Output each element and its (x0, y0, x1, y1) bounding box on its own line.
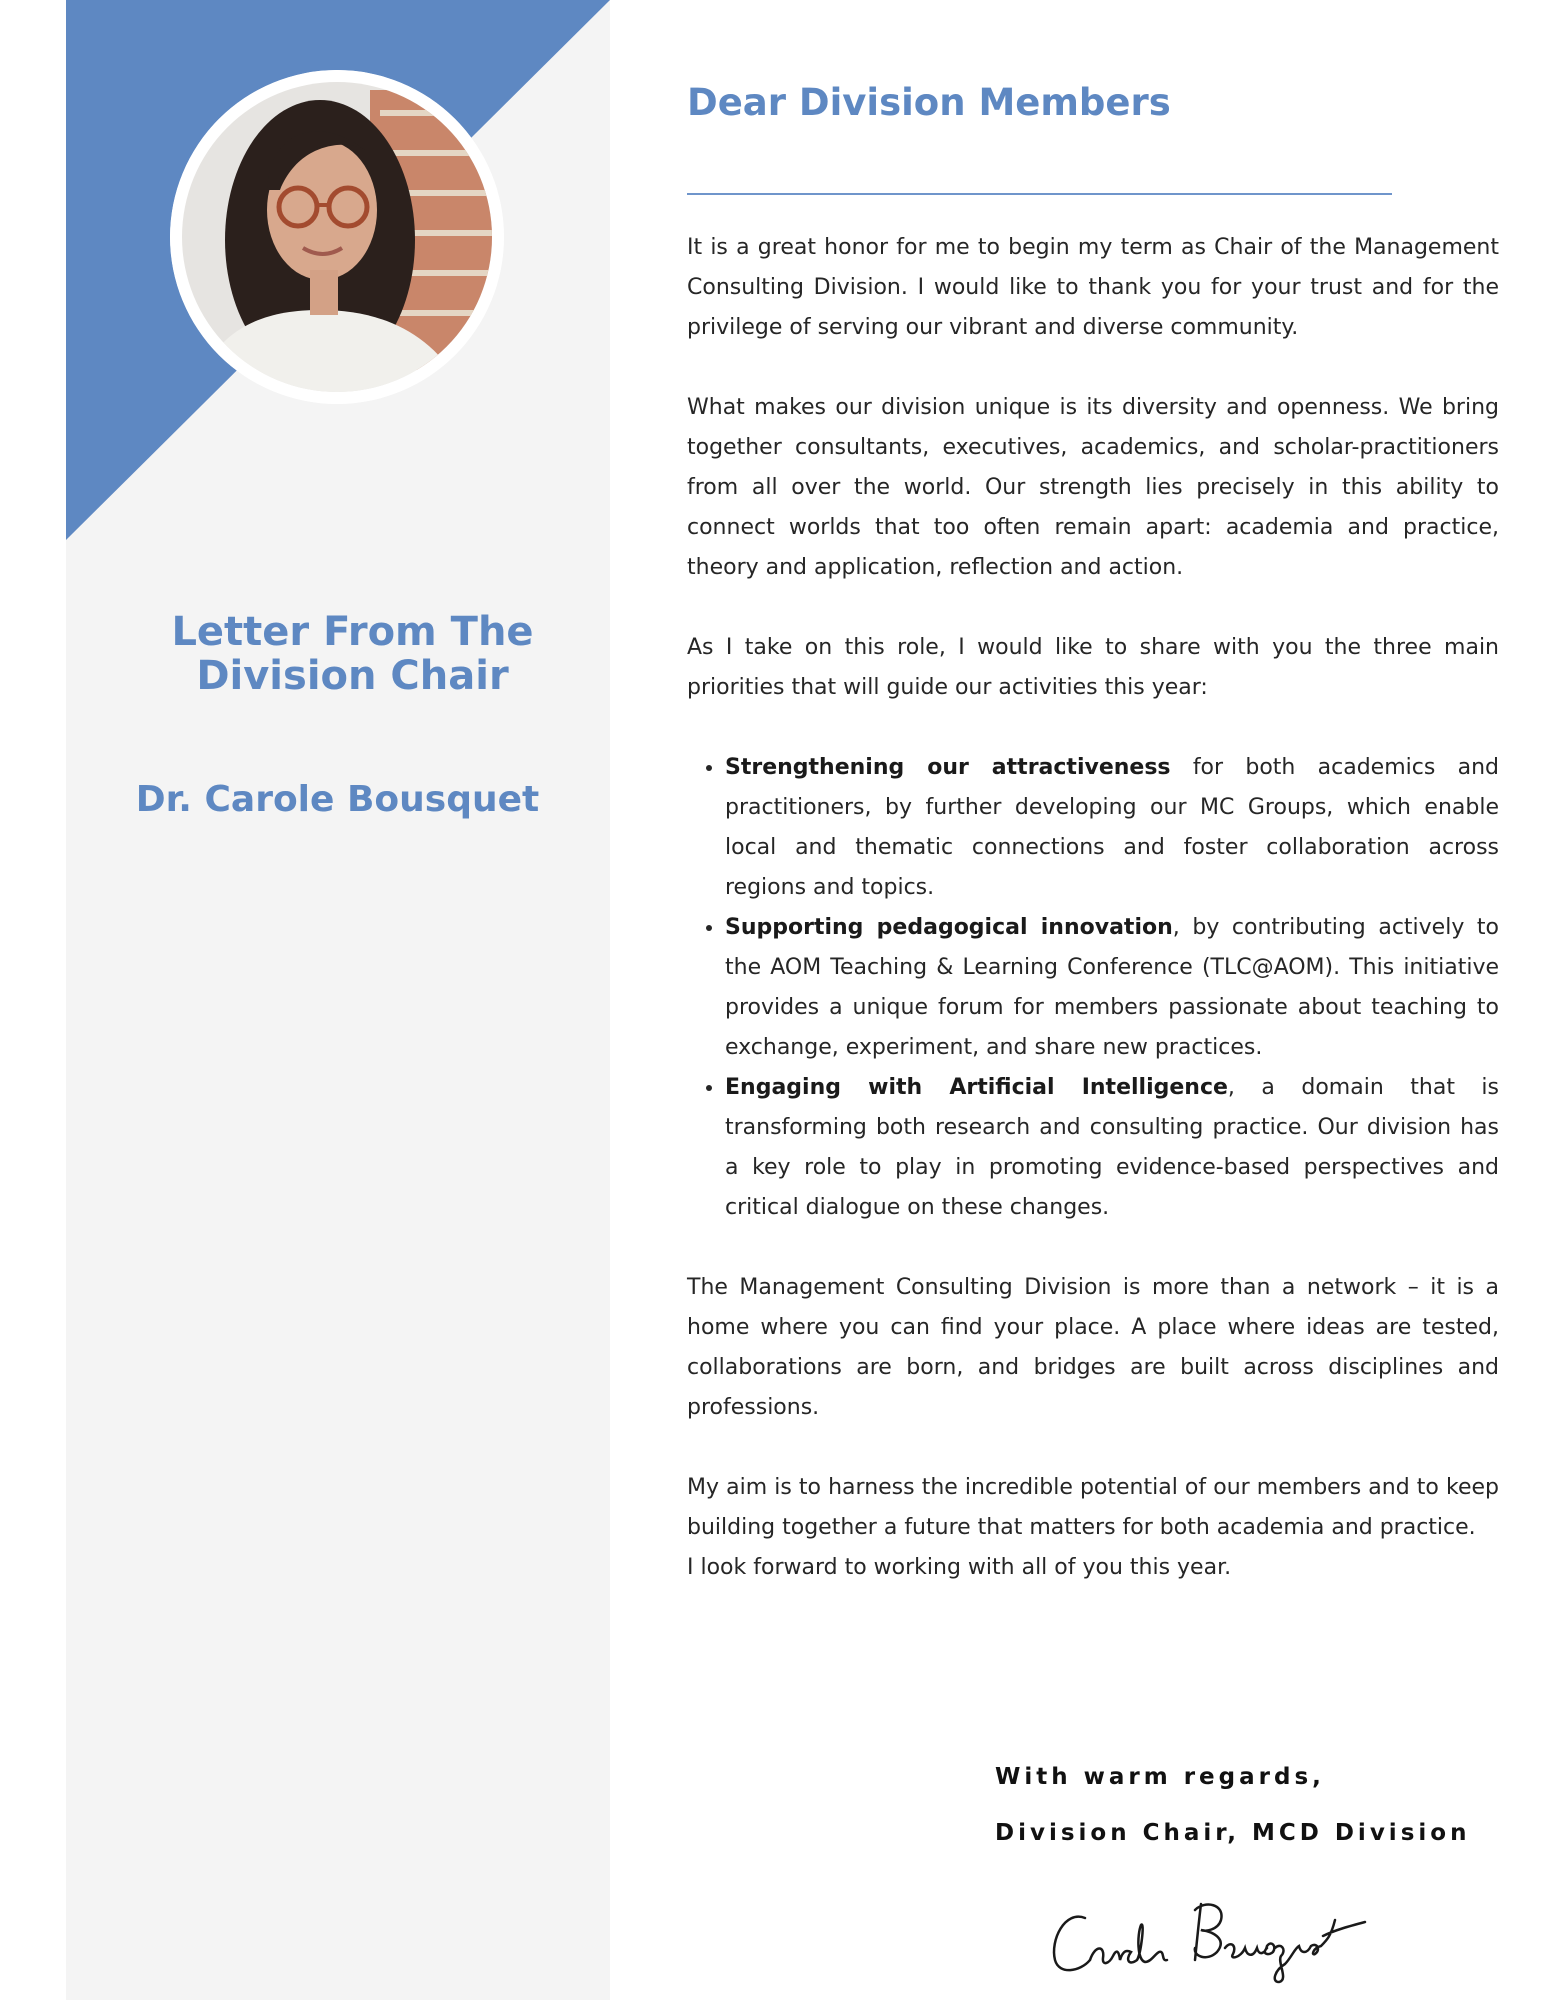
priority-item (725, 1068, 1499, 1228)
priority-text: for both academics and practitioners, by further developing our MC Groups, which enable local and thematic connections and foster collaboration across regions and topics. (725, 755, 1499, 900)
sidebar-title-line2: Division Chair (196, 653, 509, 699)
priority-item (725, 908, 1499, 1068)
paragraph-priorities-intro: As I take on this role, I would like to share with you the three main priorities that will guide our activities this year: (687, 635, 1499, 700)
letter-closing (995, 1757, 1470, 1869)
sidebar-title (100, 610, 605, 698)
priorities-list (687, 748, 1499, 1228)
letter-greeting: Dear Division Members (687, 81, 1171, 124)
sidebar-title-line1: Letter From The (171, 609, 534, 655)
priority-heading: Supporting pedagogical innovation (725, 915, 1173, 940)
author-name: Dr. Carole Bousquet (135, 779, 540, 820)
priority-heading: Engaging with Artificial Intelligence (725, 1075, 1228, 1100)
paragraph-intro: It is a great honor for me to begin my term as Chair of the Management Consulting Division. I would like to thank you for your trust and for the privilege of serving our vibrant and diverse community. (687, 235, 1499, 340)
closing-regards: With warm regards, (995, 1764, 1325, 1790)
paragraph-network: The Management Consulting Division is more than a network – it is a home where you can find your place. A place where ideas are tested, collaborations are born, and bridges are built across disciplines and professions. (687, 1275, 1499, 1420)
paragraph-diversity: What makes our division unique is its diversity and openness. We bring together consultants, executives, academics, and scholar-practitioners from all over the world. Our strength lies precisely in this ability to connect worlds that too often remain apart: academia and practice, theory and application, reflection and action. (687, 395, 1499, 580)
priority-heading: Strengthening our attractiveness (725, 755, 1171, 780)
paragraph-forward: I look forward to working with all of you this year. (687, 1555, 1232, 1580)
priority-text: , a domain that is transforming both research and consulting practice. Our division has a key role to play in promoting evidence-based perspectives and critical dialogue on these changes. (725, 1075, 1500, 1220)
greeting-divider (687, 193, 1392, 195)
priority-item (725, 748, 1499, 908)
letter-text (687, 228, 1499, 1588)
priority-text: , by contributing actively to the AOM Teaching & Learning Conference (TLC@AOM). This initiative provides a unique forum for members passionate about teaching to exchange, experiment, and share new practices. (725, 915, 1499, 1060)
author-portrait (170, 70, 504, 404)
closing-role: Division Chair, MCD Division (995, 1820, 1471, 1846)
paragraph-aim: My aim is to harness the incredible potential of our members and to keep building together a future that matters for both academia and practice. (687, 1475, 1499, 1540)
handwritten-signature (1045, 1890, 1375, 1985)
